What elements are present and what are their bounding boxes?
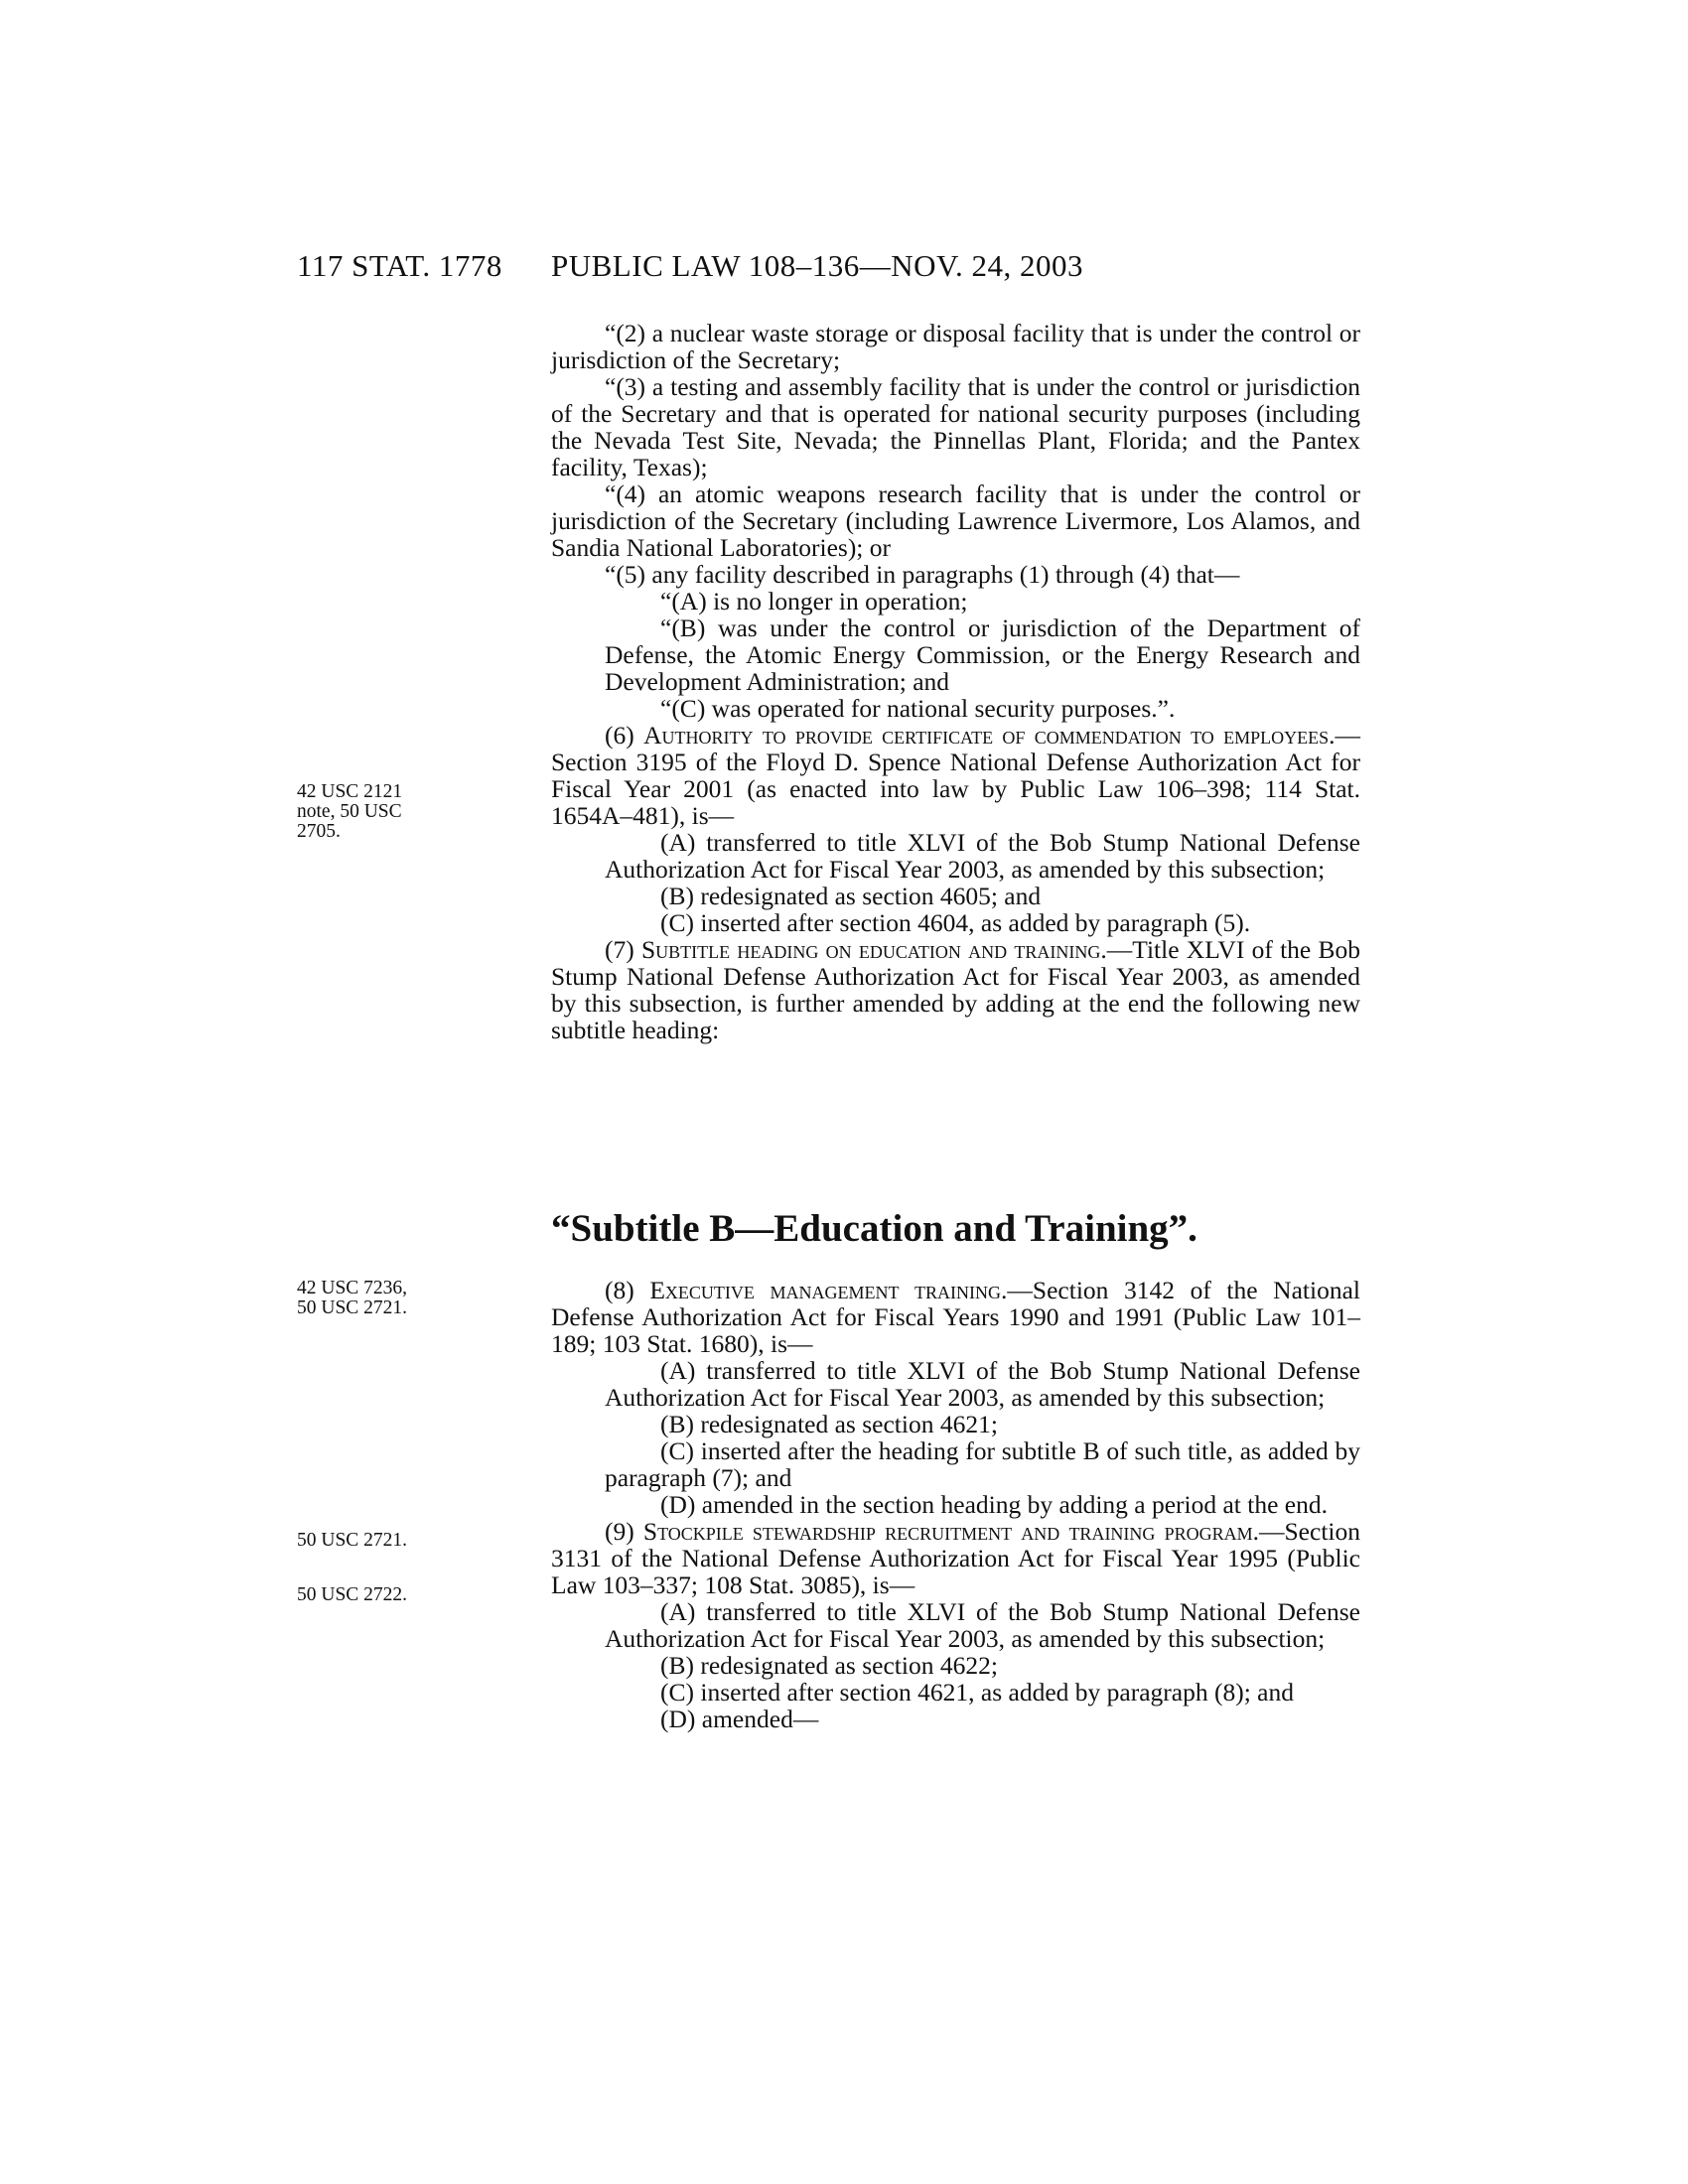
body-text-lower <box>551 1277 1360 1732</box>
subparagraph: (B) redesignated as section 4622; <box>660 1651 998 1680</box>
paragraph-heading: Authority to provide certificate of commendation to employees. <box>643 721 1336 750</box>
subparagraph: (A) transferred to title XLVI of the Bob Stump National Defense Authorization Act for Fiscal Year 2003, as amended by this subsection; <box>605 1356 1360 1412</box>
paragraph-heading: Executive management training. <box>649 1276 1008 1304</box>
paragraph-8 <box>551 1277 1360 1357</box>
paragraph-number: (6) <box>605 721 644 750</box>
subparagraph: (A) transferred to title XLVI of the Bob Stump National Defense Authorization Act for Fiscal Year 2003, as amended by this subsection; <box>605 1597 1360 1653</box>
paragraph-heading: Subtitle heading on education and training. <box>641 935 1107 964</box>
margin-note-usc-2121: 42 USC 2121 note, 50 USC 2705. <box>297 781 403 842</box>
paragraph-7 <box>551 936 1360 1043</box>
running-header: PUBLIC LAW 108–136—NOV. 24, 2003 <box>551 248 1083 283</box>
subparagraph: (D) amended in the section heading by adding a period at the end. <box>660 1490 1328 1519</box>
paragraph: “(2) a nuclear waste storage or disposal facility that is under the control or jurisdiction of the Secretary; <box>551 319 1360 374</box>
statute-page-number: 117 STAT. 1778 <box>297 248 502 283</box>
subparagraph: (D) amended— <box>660 1705 819 1733</box>
subparagraph: (C) inserted after section 4604, as added by paragraph (5). <box>660 908 1251 937</box>
paragraph-number: (9) <box>605 1517 643 1546</box>
body-text-upper <box>551 320 1360 1043</box>
subparagraph: “(B) was under the control or jurisdiction of the Department of Defense, the Atomic Energy Commission, or the Energy Research and Development Administration; and <box>605 614 1360 696</box>
paragraph-6 <box>551 722 1360 829</box>
subparagraph: (C) inserted after the heading for subtitle B of such title, as added by paragraph (7); and <box>605 1436 1360 1492</box>
paragraph: “(4) an atomic weapons research facility that is under the control or jurisdiction of the Secretary (including Lawrence Livermore, Los Alamos, and Sandia National Laboratories); or <box>551 479 1360 562</box>
paragraph-text: —Title XLVI of the Bob Stump National Defense Authorization Act for Fiscal Year 2003, as amended by this subsection, is further amended by adding at the end the following new subtitle heading: <box>551 935 1360 1044</box>
paragraph-text: —Section 3131 of the National Defense Authorization Act for Fiscal Year 1995 (Public Law 103–337; 108 Stat. 3085), is— <box>551 1517 1360 1599</box>
subparagraph: (A) transferred to title XLVI of the Bob Stump National Defense Authorization Act for Fiscal Year 2003, as amended by this subsection; <box>605 828 1360 884</box>
margin-note-usc-2721: 50 USC 2721. <box>297 1530 408 1551</box>
margin-note-usc-2722: 50 USC 2722. <box>297 1584 408 1605</box>
paragraph-number: (8) <box>605 1276 650 1304</box>
paragraph: “(3) a testing and assembly facility that is under the control or jurisdiction of the Secretary and that is operated for national security purposes (including the Nevada Test Site, Nevada; the Pinnellas Plant, Florida; and the Pantex facility, Texas); <box>551 372 1360 481</box>
subparagraph: (B) redesignated as section 4605; and <box>660 882 1042 910</box>
paragraph-text: —Section 3195 of the Floyd D. Spence National Defense Authorization Act for Fiscal Year 2001 (as enacted into law by Public Law 106–398; 114 Stat. 1654A–481), is— <box>551 721 1360 830</box>
paragraph: “(5) any facility described in paragraphs (1) through (4) that— <box>605 560 1240 589</box>
paragraph-text: —Section 3142 of the National Defense Authorization Act for Fiscal Years 1990 and 1991 (Public Law 101–189; 103 Stat. 1680), is— <box>551 1276 1360 1358</box>
subparagraph: (B) redesignated as section 4621; <box>660 1410 998 1438</box>
paragraph-number: (7) <box>605 935 641 964</box>
subparagraph: “(A) is no longer in operation; <box>660 587 968 615</box>
paragraph-9 <box>551 1518 1360 1598</box>
subparagraph: “(C) was operated for national security purposes.”. <box>660 694 1176 723</box>
subparagraph: (C) inserted after section 4621, as added by paragraph (8); and <box>660 1678 1294 1706</box>
margin-note-usc-7236: 42 USC 7236, 50 USC 2721. <box>297 1278 408 1318</box>
subtitle-heading: “Subtitle B—Education and Training”. <box>551 1207 1197 1250</box>
paragraph-heading: Stockpile stewardship recruitment and training program. <box>642 1517 1259 1546</box>
